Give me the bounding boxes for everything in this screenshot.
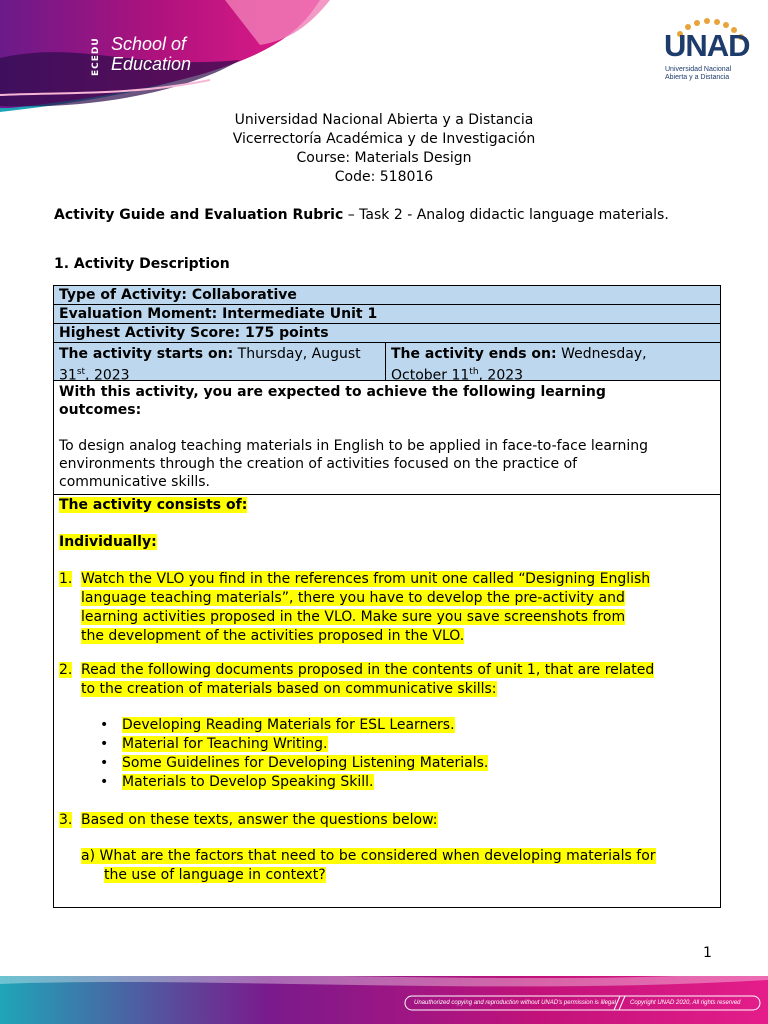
item-3a-line-1: a) What are the factors that need to be considered when developing materials for bbox=[81, 848, 656, 864]
list-item: • Material for Teaching Writing. bbox=[100, 736, 328, 752]
individually-heading: Individually: bbox=[59, 534, 157, 550]
list-item: • Developing Reading Materials for ESL Learners. bbox=[100, 717, 455, 733]
outcome-line-1: To design analog teaching materials in English to be applied in face-to-face learning bbox=[59, 438, 649, 454]
start-sup: st bbox=[76, 367, 86, 377]
outcome-line-2: environments through the creation of activities focused on the practice of bbox=[59, 456, 578, 472]
item-1-line-3: learning activities proposed in the VLO. Make sure you save screenshots from bbox=[81, 609, 626, 625]
item-3a-line-2: the use of language in context? bbox=[104, 867, 326, 883]
start-label: The activity starts on: bbox=[59, 346, 234, 362]
end-day: October 11 bbox=[391, 367, 470, 384]
item-1-number: 1. bbox=[59, 571, 73, 587]
footer-banner-art bbox=[0, 966, 768, 1024]
guide-title bbox=[54, 206, 669, 224]
learning-outcomes-cell bbox=[54, 381, 720, 495]
end-value: Wednesday, bbox=[556, 346, 647, 362]
outcome-line-3: communicative skills. bbox=[59, 474, 210, 490]
unad-logo-subtitle-1: Universidad Nacional bbox=[665, 66, 732, 73]
end-date-cell bbox=[386, 343, 720, 384]
university-name: Universidad Nacional Abierta y a Distancia bbox=[234, 112, 534, 128]
footer-notice-left: Unauthorized copying and reproduction without UNAD's permission is illegal bbox=[414, 1000, 616, 1006]
start-day: 31 bbox=[59, 367, 77, 384]
school-of-label: School of bbox=[111, 34, 187, 54]
type-of-activity: Type of Activity: Collaborative bbox=[54, 286, 720, 305]
start-date-cell bbox=[54, 343, 386, 384]
item-1-line-4: the development of the activities proposed in the VLO. bbox=[81, 628, 465, 644]
page-number: 1 bbox=[703, 945, 712, 961]
item-2-line-2: to the creation of materials based on communicative skills: bbox=[81, 681, 497, 697]
guide-title-rest: – Task 2 - Analog didactic language materials. bbox=[343, 207, 669, 223]
item-2-number: 2. bbox=[59, 662, 73, 678]
evaluation-moment: Evaluation Moment: Intermediate Unit 1 bbox=[54, 305, 720, 324]
start-year: , 2023 bbox=[85, 367, 130, 384]
end-year: , 2023 bbox=[478, 367, 524, 384]
highest-score: Highest Activity Score: 175 points bbox=[54, 324, 720, 343]
outcomes-heading-2: outcomes: bbox=[59, 402, 142, 418]
list-item: • Some Guidelines for Developing Listening Materials. bbox=[100, 755, 489, 771]
education-label: Education bbox=[111, 54, 192, 74]
item-3-number: 3. bbox=[59, 812, 73, 828]
course-code: Code: 518016 bbox=[334, 169, 434, 185]
item-2-line-1: Read the following documents proposed in the contents of unit 1, that are related bbox=[81, 662, 655, 678]
start-value: Thursday, August bbox=[233, 346, 361, 362]
activity-description-table bbox=[53, 285, 721, 908]
unad-logo-subtitle-2: Abierta y a Distancia bbox=[665, 74, 730, 81]
guide-title-bold: Activity Guide and Evaluation Rubric bbox=[54, 207, 344, 223]
end-label: The activity ends on: bbox=[391, 346, 557, 362]
item-1-line-1: Watch the VLO you find in the references from unit one called “Designing English bbox=[81, 571, 651, 587]
item-1-line-2: language teaching materials”, there you have to develop the pre-activity and bbox=[81, 590, 625, 606]
outcomes-heading-1: With this activity, you are expected to achieve the following learning bbox=[59, 384, 606, 400]
list-item: • Materials to Develop Speaking Skill. bbox=[100, 774, 374, 790]
unad-logo-text: UNAD bbox=[664, 28, 750, 63]
consists-heading: The activity consists of: bbox=[59, 497, 248, 513]
course-name: Course: Materials Design bbox=[296, 150, 472, 166]
activity-consists-cell bbox=[54, 495, 720, 907]
vice-rectory: Vicerrectoría Académica y de Investigación bbox=[232, 131, 536, 147]
ecedu-label: ECEDU bbox=[91, 37, 101, 77]
section-title: 1. Activity Description bbox=[54, 256, 230, 272]
footer-notice-right: Copyright UNAD 2020, All rights reserved bbox=[630, 1000, 741, 1006]
end-sup: th bbox=[469, 367, 479, 377]
item-3-line-1: Based on these texts, answer the questions below: bbox=[81, 812, 438, 828]
